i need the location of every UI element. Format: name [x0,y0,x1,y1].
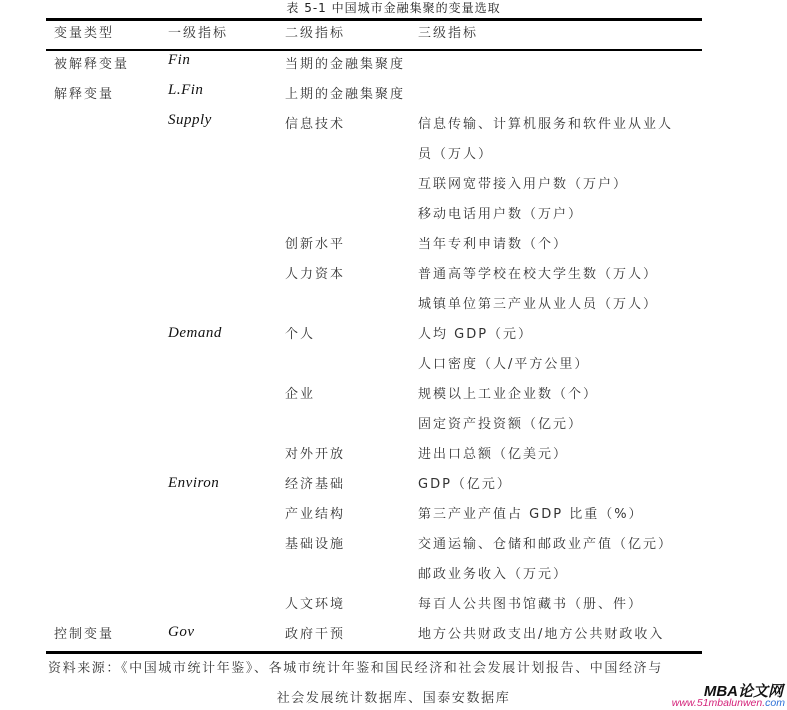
row-18-level3: 每百人公共图书馆藏书（册、件） [418,597,644,612]
row-4-level3: 互联网宽带接入用户数（万户） [418,177,629,192]
row-8-level3: 城镇单位第三产业从业人员（万人） [418,297,659,312]
row-3-level3: 员（万人） [418,147,494,162]
row-6-level3: 当年专利申请数（个） [418,237,569,252]
row-16-level2: 基础设施 [285,537,346,552]
row-9-level2: 个人 [285,327,316,342]
row-5-level3: 移动电话用户数（万户） [418,207,584,222]
row-9-level1: Demand [168,325,222,341]
table-caption: 表 5-1 中国城市金融集聚的变量选取 [286,1,501,15]
header-level1: 一级指标 [168,26,229,41]
row-1-level1: L.Fin [168,82,204,98]
row-15-level2: 产业结构 [285,507,346,522]
row-17-level3: 邮政业务收入（万元） [418,567,569,582]
row-7-level2: 人力资本 [285,267,346,282]
row-19-type: 控制变量 [54,627,115,642]
row-19-level2: 政府干预 [285,627,346,642]
row-13-level2: 对外开放 [285,447,346,462]
row-13-level3: 进出口总额（亿美元） [418,447,569,462]
row-12-level3: 固定资产投资额（亿元） [418,417,584,432]
top-rule [46,18,702,21]
row-19-level1: Gov [168,624,195,640]
row-0-level2: 当期的金融集聚度 [285,57,406,72]
bottom-rule [46,651,702,654]
header-variable-type: 变量类型 [54,26,115,41]
row-14-level1: Environ [168,475,220,491]
row-10-level3: 人口密度（人/平方公里） [418,357,590,372]
row-19-level3: 地方公共财政支出/地方公共财政收入 [418,627,665,642]
row-14-level2: 经济基础 [285,477,346,492]
watermark-url: www.51mbalunwen.com [671,697,785,709]
header-level2: 二级指标 [285,26,346,41]
row-1-level2: 上期的金融集聚度 [285,87,406,102]
row-16-level3: 交通运输、仓储和邮政业产值（亿元） [418,537,674,552]
row-1-type: 解释变量 [54,87,115,102]
row-2-level1: Supply [168,112,212,128]
row-9-level3: 人均 GDP（元） [418,327,534,342]
row-0-type: 被解释变量 [54,57,130,72]
header-rule [46,49,702,51]
row-15-level3: 第三产业产值占 GDP 比重（%） [418,507,644,522]
row-14-level3: GDP（亿元） [418,477,512,492]
watermark-logo: MBA论文网 [703,683,783,700]
row-2-level2: 信息技术 [285,117,346,132]
source-note-continued: 社会发展统计数据库、国泰安数据库 [276,691,511,706]
row-2-level3: 信息传输、计算机服务和软件业从业人 [418,117,674,132]
header-level3: 三级指标 [418,26,479,41]
row-18-level2: 人文环境 [285,597,346,612]
source-note: 资料来源：《中国城市统计年鉴》、各城市统计年鉴和国民经济和社会发展计划报告、中国经济与 [48,661,663,676]
row-6-level2: 创新水平 [285,237,346,252]
row-11-level3: 规模以上工业企业数（个） [418,387,599,402]
row-0-level1: Fin [168,52,191,68]
row-11-level2: 企业 [285,387,316,402]
row-7-level3: 普通高等学校在校大学生数（万人） [418,267,659,282]
